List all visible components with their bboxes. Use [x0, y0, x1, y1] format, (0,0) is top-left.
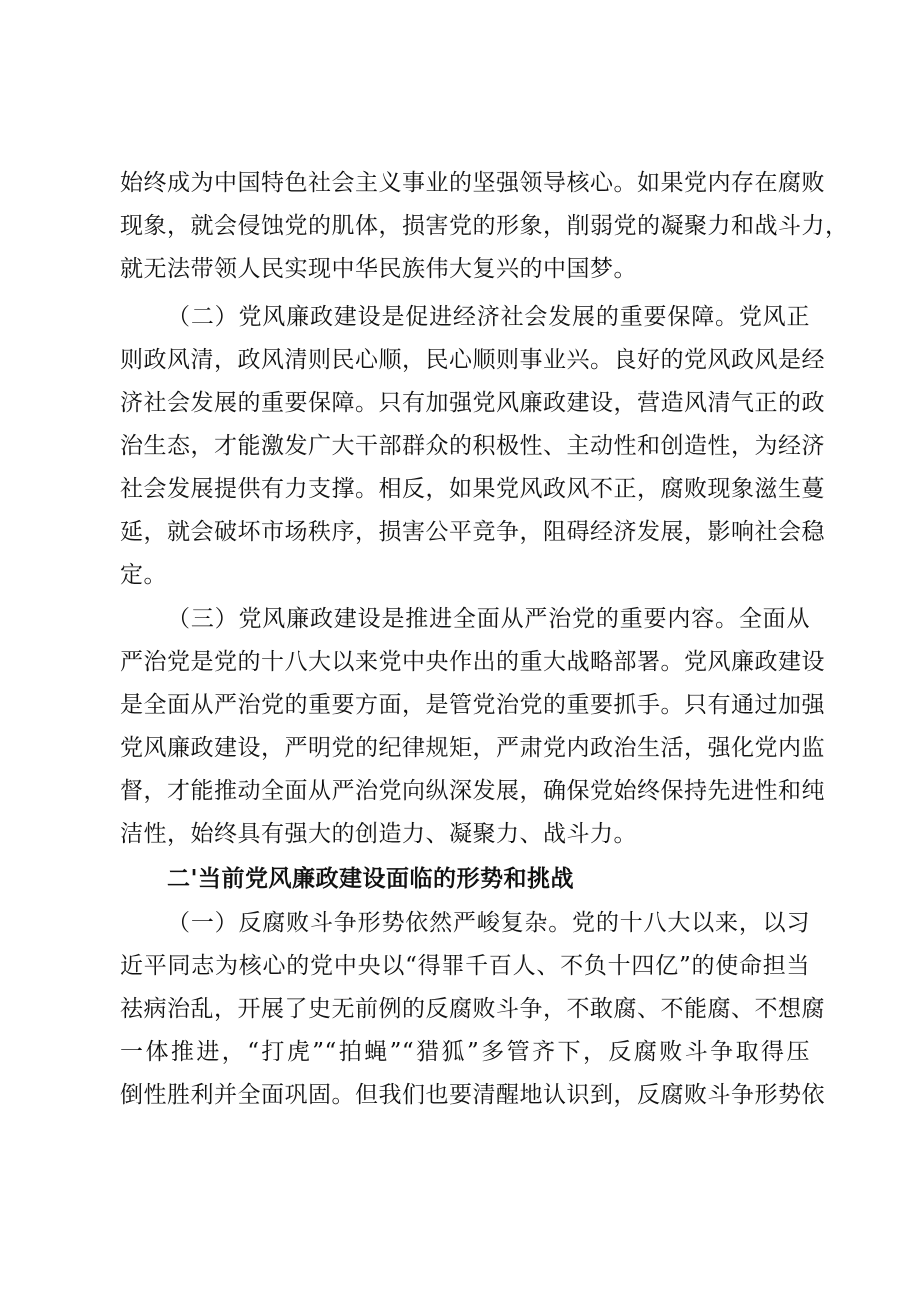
paragraph-line: 延，就会破坏市场秩序，损害公平竞争，阻碍经济发展，影响社会稳	[120, 519, 825, 545]
paragraph-line: 祛病治乱，开展了史无前例的反腐败斗争，不敢腐、不能腐、不想腐	[120, 996, 825, 1022]
paragraph-line: 倒性胜利并全面巩固。但我们也要清醒地认识到，反腐败斗争形势依	[120, 1082, 825, 1108]
paragraph-line: 是全面从严治党的重要方面，是管党治党的重要抓手。只有通过加强	[120, 692, 825, 718]
paragraph-line: 始终成为中国特色社会主义事业的坚强领导核心。如果党内存在腐败	[120, 170, 825, 196]
paragraph-line: 严治党是党的十八大以来党中央作出的重大战略部署。党风廉政建设	[120, 649, 825, 675]
paragraph-line: 督，才能推动全面从严治党向纵深发展，确保党始终保持先进性和纯	[120, 778, 825, 804]
paragraph-line: （一）反腐败斗争形势依然严峻复杂。党的十八大以来，以习	[167, 910, 810, 936]
paragraph-line: （三）党风廉政建设是推进全面从严治党的重要内容。全面从	[167, 606, 810, 632]
section-heading: 二'当前党风廉政建设面临的形势和挑战	[167, 866, 575, 892]
paragraph-line: 则政风清，政风清则民心顺，民心顺则事业兴。良好的党风政风是经	[120, 347, 825, 373]
paragraph-line: 近平同志为核心的党中央以“得罪千百人、不负十四亿”的使命担当	[120, 953, 810, 979]
paragraph-line: 一体推进，“打虎”“拍蝇”“猎狐”多管齐下，反腐败斗争取得压	[120, 1039, 810, 1065]
paragraph-line: 现象，就会侵蚀党的肌体，损害党的形象，削弱党的凝聚力和战斗力，	[120, 213, 849, 239]
paragraph-line: 洁性，始终具有强大的创造力、凝聚力、战斗力。	[120, 821, 637, 847]
paragraph-line: 就无法带领人民实现中华民族伟大复兴的中国梦。	[120, 256, 637, 282]
paragraph-line: （二）党风廉政建设是促进经济社会发展的重要保障。党风正	[167, 304, 810, 330]
paragraph-line: 党风廉政建设，严明党的纪律规矩，严肃党内政治生活，强化党内监	[120, 735, 825, 761]
paragraph-line: 定。	[120, 562, 167, 588]
paragraph-line: 治生态，才能激发广大干部群众的积极性、主动性和创造性，为经济	[120, 433, 825, 459]
paragraph-line: 社会发展提供有力支撑。相反，如果党风政风不正，腐败现象滋生蔓	[120, 476, 825, 502]
paragraph-line: 济社会发展的重要保障。只有加强党风廉政建设，营造风清气正的政	[120, 390, 825, 416]
